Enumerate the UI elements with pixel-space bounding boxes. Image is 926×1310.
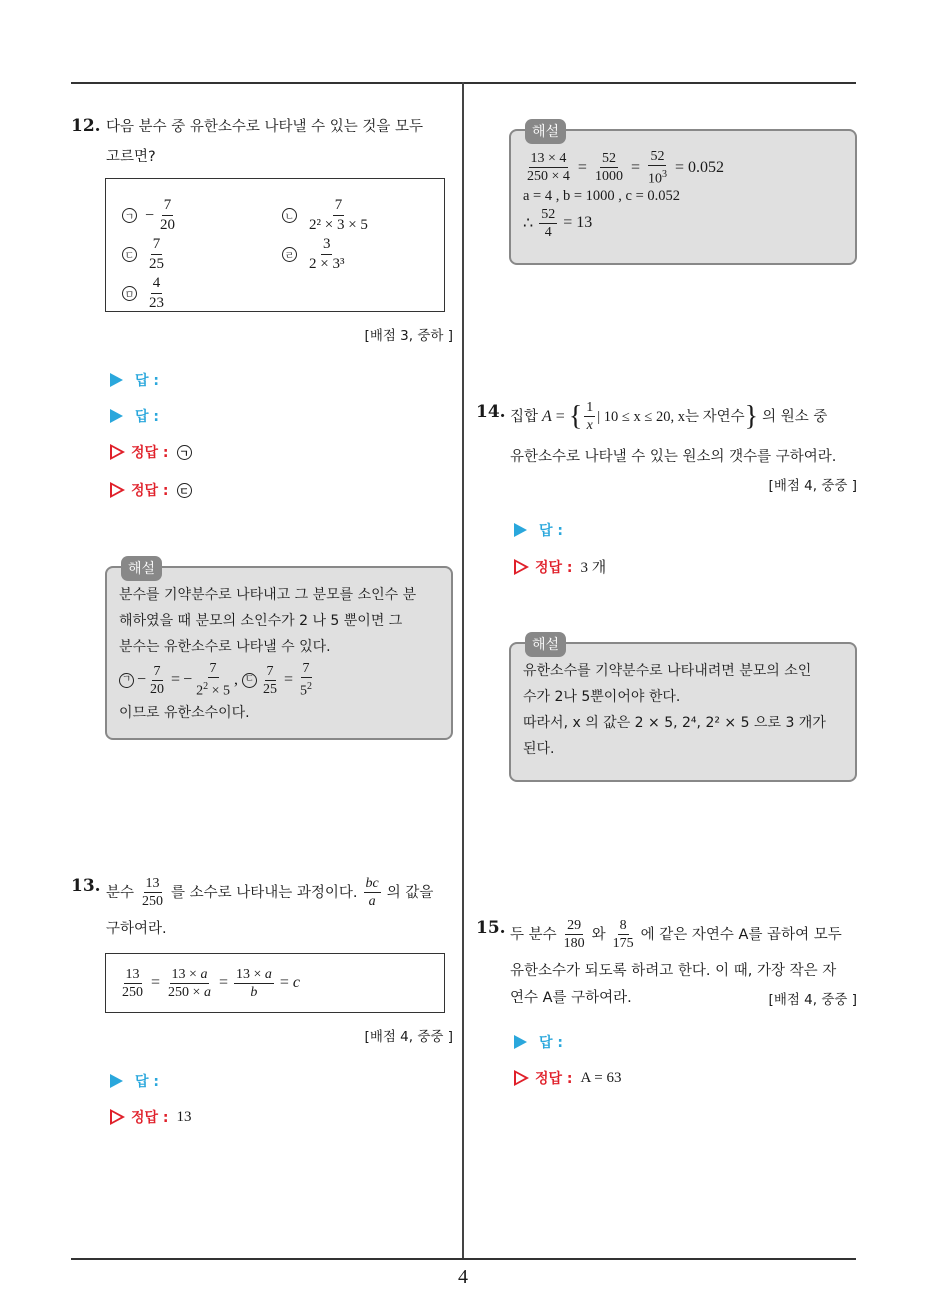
correct-label: 정답 : <box>131 445 169 461</box>
correct-value: 3 개 <box>580 560 607 576</box>
q13-text-line1 <box>106 876 456 909</box>
q13-number: 13. <box>71 876 101 896</box>
answer-label: 답 : <box>135 409 159 425</box>
q15-text-a: 두 분수 <box>510 926 557 943</box>
q12-choice-box <box>105 178 445 312</box>
q14-solution-box <box>509 637 857 782</box>
choice-numerator: 7 <box>151 236 163 255</box>
q13-frac2-num: bc <box>365 876 379 891</box>
choice-denominator: 2² × 3 × 5 <box>309 217 368 233</box>
q13-text-line2: 구하여라. <box>106 921 167 937</box>
q14-text-line2: 유한소수로 나타낼 수 있는 원소의 갯수를 구하여라. <box>510 449 837 465</box>
answer-label: 답 : <box>539 523 563 539</box>
q14-text-a: 집합 <box>510 408 539 425</box>
q14-solution-line4: 된다. <box>523 741 555 757</box>
choice-mark: ㅁ <box>122 286 137 301</box>
answer-label: 답 : <box>539 1035 563 1051</box>
q13-frac-den: 250 <box>142 894 164 909</box>
q15-f2-den: 175 <box>612 936 634 951</box>
q12-answer-field-2[interactable] <box>110 406 159 426</box>
choice-numerator: 3 <box>321 236 333 255</box>
q12-correct-2 <box>110 480 192 500</box>
triangle-outline-icon <box>110 1109 125 1125</box>
q12-text <box>106 112 456 172</box>
q12-score: [배점 3, 중하 ] <box>364 328 453 344</box>
q13-solution-box <box>509 124 857 265</box>
correct-label: 정답 : <box>535 559 573 576</box>
bottom-rule <box>71 1258 856 1260</box>
choice-denominator: 2 × 3³ <box>309 256 345 272</box>
q15-f2-num: 8 <box>619 918 627 933</box>
q15-score: [배점 4, 중중 ] <box>768 992 857 1008</box>
choice-mark: ㄱ <box>122 208 137 223</box>
q12-solution-box <box>105 561 453 740</box>
minus-sign: − <box>145 206 155 224</box>
play-icon <box>110 1074 123 1088</box>
q12-number: 12. <box>71 116 101 136</box>
q13-score: [배점 4, 중중 ] <box>364 1029 453 1045</box>
choice-mark: ㄷ <box>122 247 137 262</box>
q15-answer-field[interactable] <box>514 1032 563 1052</box>
q12-solution-line5: 이므로 유한소수이다. <box>119 705 250 721</box>
solution-tag: 해설 <box>121 556 162 581</box>
q12-choice-2[interactable] <box>282 197 372 234</box>
q15-text-b: 와 <box>591 926 606 943</box>
q15-number: 15. <box>476 918 506 938</box>
play-icon <box>110 409 123 423</box>
correct-label: 정답 : <box>131 1110 169 1126</box>
q13-solution-line3: ∴ $\frac{52}{4}$ = 13 <box>523 206 593 240</box>
correct-value: A = 63 <box>580 1069 622 1086</box>
q12-correct-1 <box>110 442 192 462</box>
q13-correct <box>110 1107 192 1127</box>
correct-label: 정답 : <box>535 1071 573 1087</box>
q12-solution-math: ㄱ − $\frac{7}{20}$ = − $\frac{7}{2^2 \times 5}$ , ㄷ $\frac{7}{25}$ = $\frac{7}{5^2}$ <box>119 660 439 700</box>
choice-denominator: 25 <box>149 256 164 272</box>
q14-set-condition: | 10 ≤ x ≤ 20, x는 자연수 <box>597 408 745 425</box>
correct-value: ㄱ <box>177 445 192 460</box>
q14-score: [배점 4, 중중 ] <box>768 478 857 494</box>
q12-text-line1: 다음 분수 중 유한소수로 나타낼 수 있는 것을 모두 <box>106 119 424 135</box>
q14-text-line1: 집합 A = { $\frac{1}{x}$ | 10 ≤ x ≤ 20, x는 자연수 } 의 원소 중 <box>510 400 828 433</box>
q12-choice-4[interactable] <box>282 236 348 273</box>
choice-denominator: 23 <box>149 295 164 311</box>
q14-number: 14. <box>476 402 506 422</box>
q15-text-line1 <box>510 918 860 951</box>
triangle-outline-icon <box>110 482 125 498</box>
q12-text-line2: 고르면? <box>106 149 156 165</box>
correct-label: 정답 : <box>131 483 169 499</box>
q12-answer-field-1[interactable] <box>110 370 159 390</box>
q15-text-line3: 연수 A를 구하여라. <box>510 990 632 1006</box>
play-icon <box>514 523 527 537</box>
q12-solution-line1: 분수를 기약분수로 나타내고 그 분모를 소인수 분 <box>119 587 417 603</box>
q15-f1-den: 180 <box>563 936 585 951</box>
choice-denominator: 20 <box>160 217 176 233</box>
q12-choice-3[interactable] <box>122 236 168 273</box>
choice-mark: ㄴ <box>282 208 297 223</box>
triangle-outline-icon <box>514 559 529 575</box>
solution-tag: 해설 <box>525 119 566 144</box>
q14-solution-line3: 따라서, x 의 값은 2 × 5, 2⁴, 2² × 5 으로 3 개가 <box>523 715 826 731</box>
choice-mark: ㄹ <box>282 247 297 262</box>
q13-text-a: 분수 <box>106 884 135 901</box>
q15-text-c: 에 같은 자연수 A를 곱하여 모두 <box>640 926 842 943</box>
choice-numerator: 7 <box>162 197 174 216</box>
q14-answer-field[interactable] <box>514 520 563 540</box>
q15-correct <box>514 1068 622 1088</box>
triangle-outline-icon <box>110 444 125 460</box>
answer-label: 답 : <box>135 373 159 389</box>
q13-solution-line1: $\frac{13 \times 4}{250 \times 4}$ = $\frac{52}{1000}$ = $\frac{52}{10^3}$ = 0.052 <box>527 149 724 187</box>
q13-solution-line2: a = 4 , b = 1000 , c = 0.052 <box>523 187 681 204</box>
q13-text-c: 의 값을 <box>386 884 434 901</box>
column-divider <box>462 82 464 1260</box>
q13-text-b: 를 소수로 나타내는 과정이다. <box>171 884 358 901</box>
q15-text-line2: 유한소수가 되도록 하려고 한다. 이 때, 가장 작은 자 <box>510 963 837 979</box>
triangle-outline-icon <box>514 1070 529 1086</box>
q12-choice-5[interactable] <box>122 275 168 312</box>
q14-text-b: 의 원소 중 <box>762 408 828 425</box>
q14-solution-line1: 유한소수를 기약분수로 나타내려면 분모의 소인 <box>523 663 812 679</box>
q12-solution-line2: 해하였을 때 분모의 소인수가 2 나 5 뿐이면 그 <box>119 613 403 629</box>
correct-value: ㄷ <box>177 483 192 498</box>
play-icon <box>110 373 123 387</box>
q14-solution-line2: 수가 2나 5뿐이어야 한다. <box>523 689 681 705</box>
answer-label: 답 : <box>135 1074 159 1090</box>
solution-tag: 해설 <box>525 632 566 657</box>
therefore-symbol: ∴ <box>523 215 534 233</box>
correct-value: 13 <box>176 1108 192 1125</box>
q12-choice-1[interactable] <box>122 197 179 234</box>
q13-equation-box: $\frac{13}{250}$ = $\frac{13 \times a}{250 \times a}$ = $\frac{13 \times a}{b}$ = c <box>105 953 445 1013</box>
choice-numerator: 4 <box>151 275 163 294</box>
q13-frac-num: 13 <box>145 876 160 891</box>
q12-solution-line3: 분수는 유한소수로 나타낼 수 있다. <box>119 639 331 655</box>
choice-numerator: 7 <box>333 197 345 216</box>
play-icon <box>514 1035 527 1049</box>
q13-answer-field[interactable] <box>110 1071 159 1091</box>
q15-f1-num: 29 <box>567 918 582 933</box>
page-number: 4 <box>458 1266 468 1288</box>
q13-frac2-den: a <box>368 894 376 909</box>
q14-correct <box>514 556 606 577</box>
